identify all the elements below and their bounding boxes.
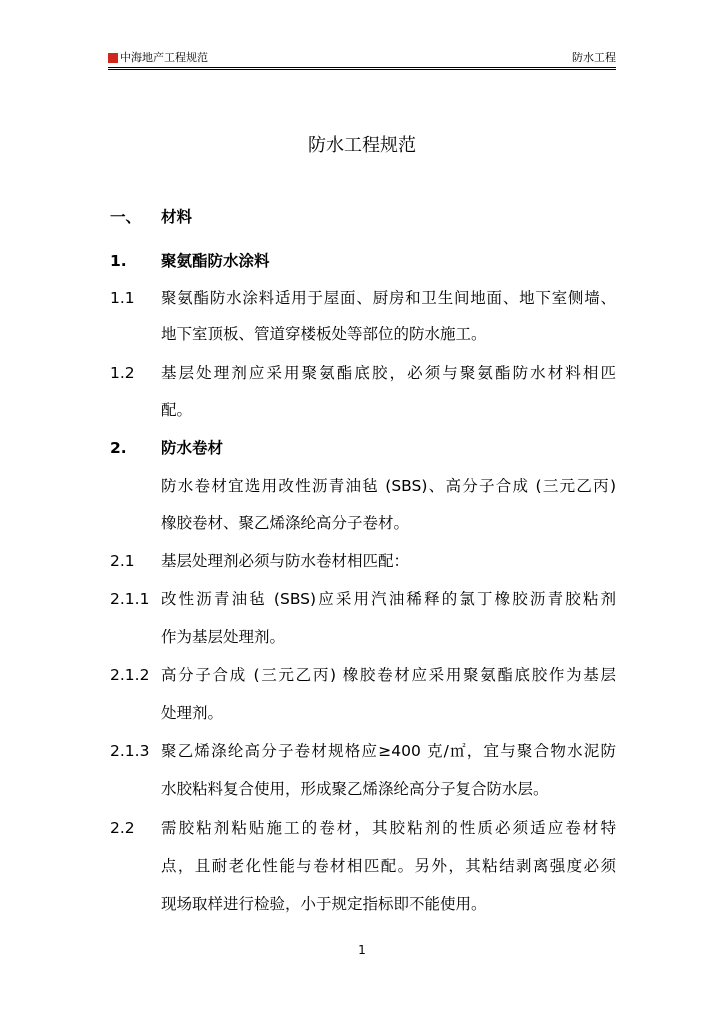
clause-text-line: 基层处理剂必须与防水卷材相匹配： xyxy=(161,552,410,570)
clause-text-line: 高分子合成 (三元乙丙) 橡胶卷材应采用聚氨酯底胶作为基层 xyxy=(161,666,616,684)
header-rule xyxy=(108,67,616,70)
clause-number: 2.1.3 xyxy=(110,742,150,760)
clause-text-line: 聚氨酯防水涂料适用于屋面、厨房和卫生间地面、地下室侧墙、 xyxy=(161,289,616,307)
clause-number: 1.2 xyxy=(110,364,135,382)
header-section-label: 防水工程 xyxy=(572,51,616,64)
clause-text-line: 基层处理剂应采用聚氨酯底胶，必须与聚氨酯防水材料相匹 xyxy=(161,364,616,382)
section-heading: 防水卷材 xyxy=(161,439,224,457)
clause-number: 1.1 xyxy=(110,289,135,307)
clause-text-line: 处理剂。 xyxy=(161,704,224,722)
header-company-label: 中海地产工程规范 xyxy=(120,51,208,64)
page-number: 1 xyxy=(358,943,366,957)
section-number: 1. xyxy=(110,252,127,270)
clause-text-line: 改性沥青油毡 (SBS)应采用汽油稀释的氯丁橡胶沥青胶粘剂 xyxy=(161,590,616,608)
section-heading: 聚氨酯防水涂料 xyxy=(161,252,270,270)
header-left xyxy=(108,50,208,66)
clause-number: 2.1.1 xyxy=(110,590,150,608)
clause-number: 2.1 xyxy=(110,552,135,570)
clause-text-line: 橡胶卷材、聚乙烯涤纶高分子卷材。 xyxy=(161,514,410,532)
clause-number: 2.2 xyxy=(110,819,135,837)
document-title: 防水工程规范 xyxy=(308,135,416,156)
clause-text-line: 现场取样进行检验，小于规定指标即不能使用。 xyxy=(161,895,487,913)
section-number: 2. xyxy=(110,439,127,457)
clause-text-line: 防水卷材宜选用改性沥青油毡 (SBS)、高分子合成 (三元乙丙) xyxy=(161,477,616,495)
clause-text-line: 水胶粘料复合使用，形成聚乙烯涤纶高分子复合防水层。 xyxy=(161,780,549,798)
clause-number: 2.1.2 xyxy=(110,666,150,684)
section-number: 一、 xyxy=(110,208,142,226)
page-header xyxy=(108,50,616,66)
clause-text-line: 聚乙烯涤纶高分子卷材规格应≥400 克/㎡，宜与聚合物水泥防 xyxy=(161,742,616,760)
clause-text-line: 点，且耐老化性能与卷材相匹配。另外，其粘结剥离强度必须 xyxy=(161,857,616,875)
section-heading: 材料 xyxy=(161,208,193,226)
clause-text-line: 作为基层处理剂。 xyxy=(161,628,286,646)
clause-text-line: 配。 xyxy=(161,401,193,419)
company-logo-icon xyxy=(108,53,118,63)
clause-text-line: 需胶粘剂粘贴施工的卷材，其胶粘剂的性质必须适应卷材特 xyxy=(161,819,616,837)
clause-text-line: 地下室顶板、管道穿楼板处等部位的防水施工。 xyxy=(161,325,487,343)
